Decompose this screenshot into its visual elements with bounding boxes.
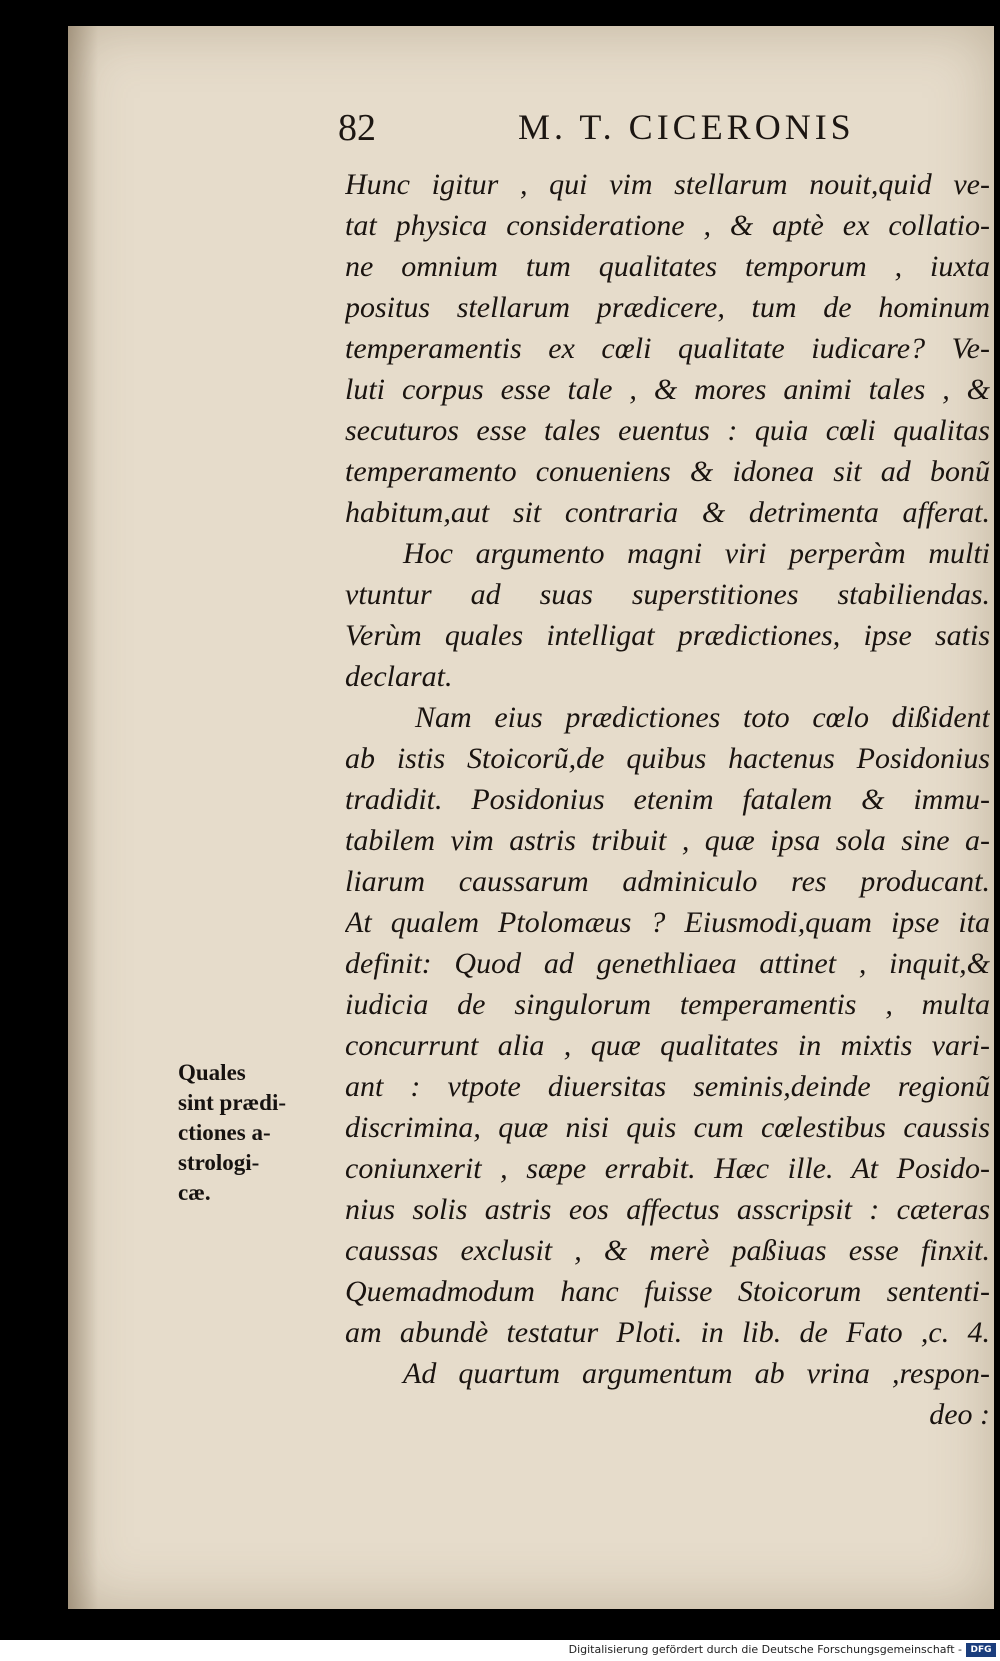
text-line: Nam eius prædictiones toto cœlo dißident (415, 701, 990, 734)
text-line: Hunc igitur , qui vim stellarum nouit,quid ve- (345, 168, 990, 201)
text-line: ab istis Stoicorũ,de quibus hactenus Posidonius (345, 742, 990, 775)
main-text-block (345, 164, 990, 1435)
text-line: am abundè testatur Ploti. in lib. de Fato ,c. 4. (345, 1316, 990, 1349)
marginal-note-line: sint prædi- (178, 1090, 286, 1115)
text-line: discrimina, quæ nisi quis cum cœlestibus caussis (345, 1111, 990, 1144)
text-line: liarum caussarum adminiculo res producant. (345, 865, 990, 898)
text-line: nius solis astris eos affectus asscripsit : cæteras (345, 1193, 990, 1226)
running-head: M. T. CICERONIS (518, 107, 855, 147)
text-line: ne omnium tum qualitates temporum , iuxta (345, 250, 990, 283)
text-line: Ad quartum argumentum ab vrina ,respon- (403, 1357, 990, 1390)
text-line: coniunxerit , sæpe errabit. Hæc ille. At Posido- (345, 1152, 990, 1185)
text-line: vtuntur ad suas superstitiones stabiliendas. (345, 578, 990, 611)
text-line: declarat. (345, 660, 453, 693)
text-line: concurrunt alia , quæ qualitates in mixtis vari- (345, 1029, 990, 1062)
text-line: Verùm quales intelligat prædictiones, ipse satis (345, 619, 990, 652)
text-line: tabilem vim astris tribuit , quæ ipsa sola sine a- (345, 824, 990, 857)
dfg-logo-icon: DFG (966, 1643, 996, 1657)
text-line: tradidit. Posidonius etenim fatalem & immu- (345, 783, 990, 816)
text-line: ant : vtpote diuersitas seminis,deinde regionũ (345, 1070, 990, 1103)
text-line: positus stellarum prædicere, tum de hominum (345, 291, 990, 324)
text-line: iudicia de singulorum temperamentis , multa (345, 988, 990, 1021)
text-line: habitum,aut sit contraria & detrimenta afferat. (345, 496, 990, 529)
page-header (68, 106, 994, 166)
text-line: temperamentis ex cœli qualitate iudicare? Ve- (345, 332, 990, 365)
page-gutter-shadow (68, 26, 98, 1609)
text-line: At qualem Ptolomæus ? Eiusmodi,quam ipse ita (345, 906, 990, 939)
funding-credit: Digitalisierung gefördert durch die Deutsche Forschungsgemeinschaft - (568, 1643, 962, 1656)
text-line: caussas exclusit , & merè paßiuas esse finxit. (345, 1234, 990, 1267)
text-line: temperamento conueniens & idonea sit ad bonũ (345, 455, 990, 488)
catchword: deo : (929, 1398, 990, 1431)
text-line: secuturos esse tales euentus : quia cœli qualitas (345, 414, 990, 447)
marginal-note-line: strologi- (178, 1150, 260, 1175)
marginal-note-line: Quales (178, 1060, 246, 1085)
text-line: Quemadmodum hanc fuisse Stoicorum sententi- (345, 1275, 990, 1308)
marginal-note-line: ctiones a- (178, 1120, 271, 1145)
book-page (68, 26, 994, 1609)
footer-strip (0, 1640, 1000, 1661)
text-line: definit: Quod ad genethliaea attinet , inquit,& (345, 947, 990, 980)
page-number: 82 (338, 107, 376, 149)
marginal-note (178, 1058, 328, 1208)
marginal-note-line: cæ. (178, 1180, 211, 1205)
text-line: luti corpus esse tale , & mores animi tales , & (345, 373, 990, 406)
text-line: Hoc argumento magni viri perperàm multi (403, 537, 990, 570)
text-line: tat physica consideratione , & aptè ex collatio- (345, 209, 990, 242)
